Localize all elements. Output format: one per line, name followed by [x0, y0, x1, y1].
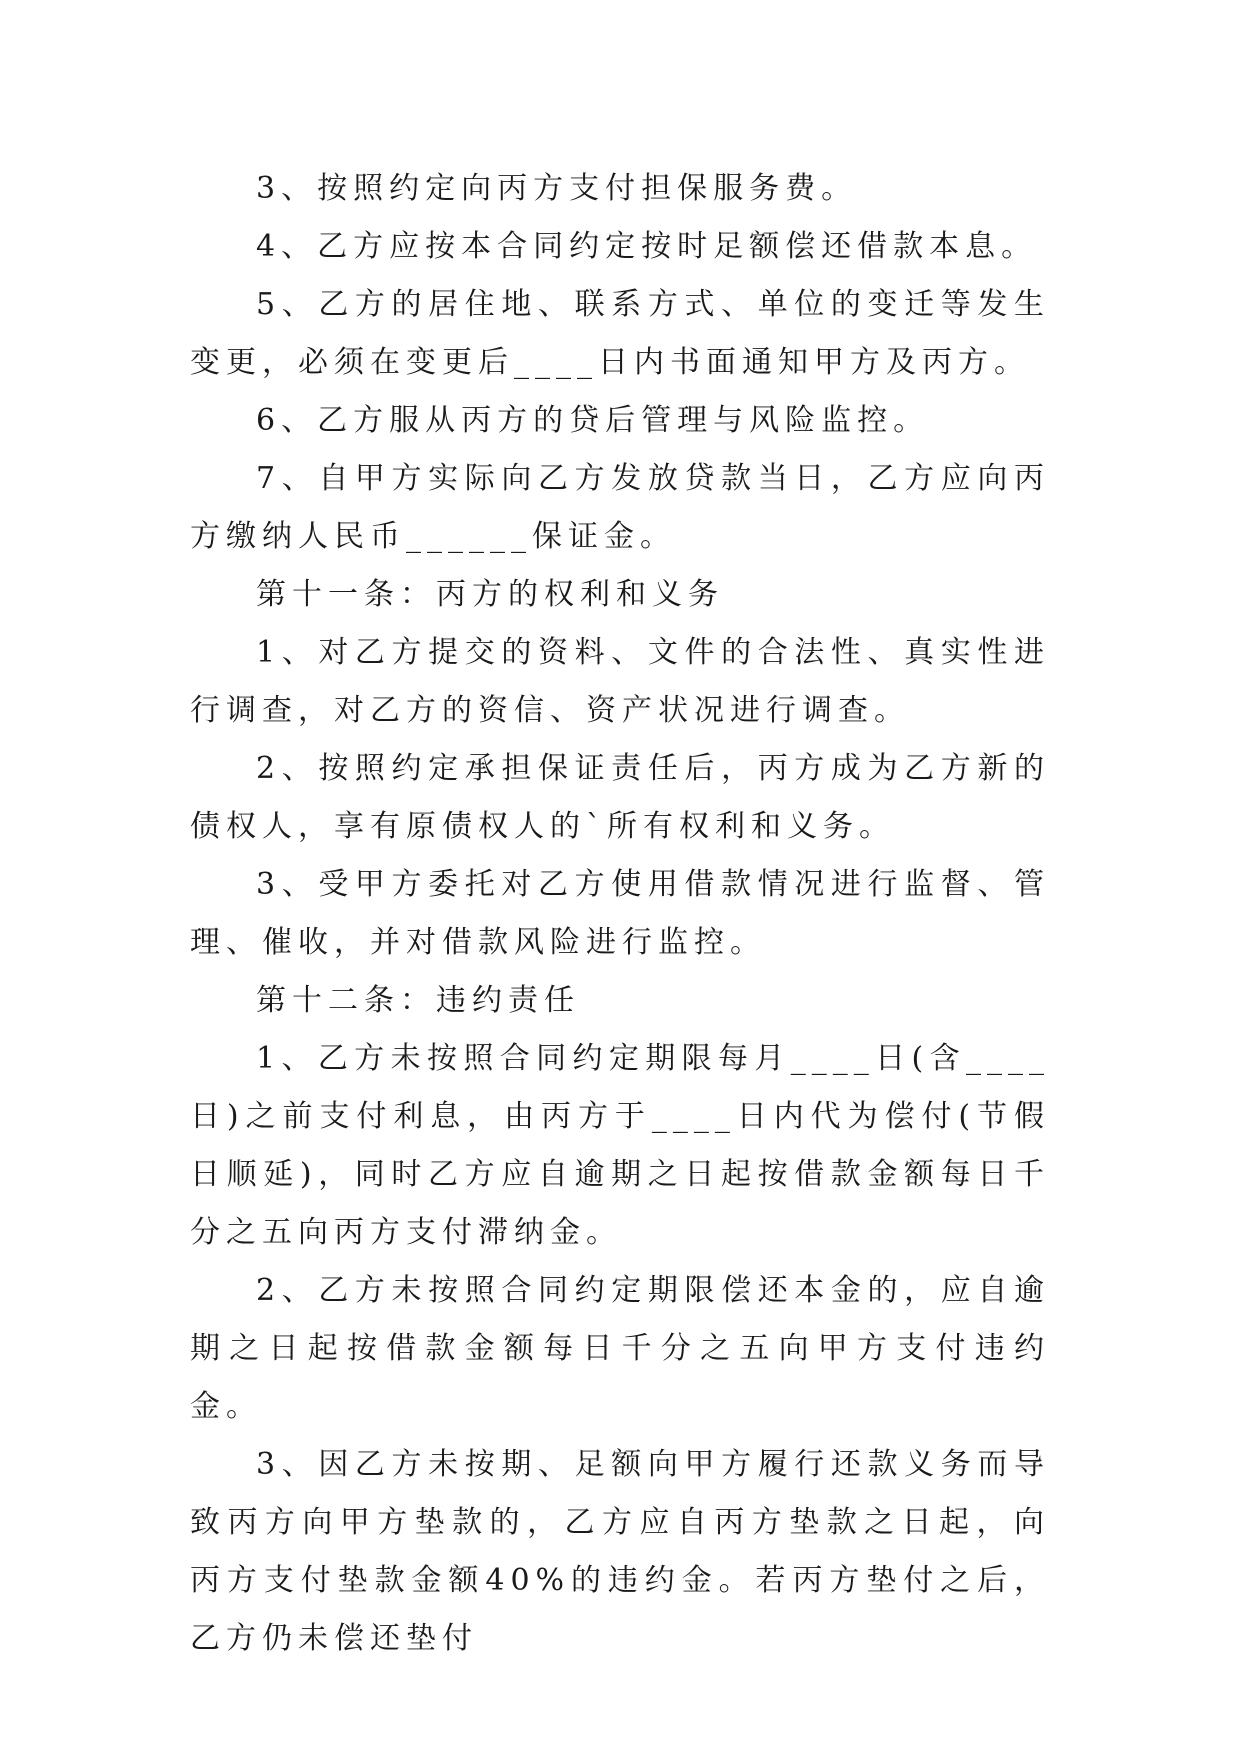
paragraph: 3、受甲方委托对乙方使用借款情况进行监督、管理、催收，并对借款风险进行监控。: [190, 867, 1050, 960]
section-heading: 第十二条：违约责任: [256, 983, 580, 1018]
paragraph: 2、按照约定承担保证责任后，丙方成为乙方新的债权人，享有原债权人的`所有权利和义务。: [190, 751, 1050, 844]
document-body: [190, 160, 1050, 1668]
paragraph: 2、乙方未按照合同约定期限偿还本金的，应自逾期之日起按借款金额每日千分之五向甲方支付违约金。: [190, 1273, 1050, 1424]
paragraph: 6、乙方服从丙方的贷后管理与风险监控。: [256, 403, 930, 438]
section-heading: 第十一条：丙方的权利和义务: [256, 577, 724, 612]
paragraph: 1、对乙方提交的资料、文件的合法性、真实性进行调查，对乙方的资信、资产状况进行调查。: [190, 635, 1050, 728]
paragraph: 3、按照约定向丙方支付担保服务费。: [256, 171, 858, 206]
paragraph: 4、乙方应按本合同约定按时足额偿还借款本息。: [256, 229, 1038, 264]
paragraph: 5、乙方的居住地、联系方式、单位的变迁等发生变更，必须在变更后____日内书面通知甲方及丙方。: [190, 287, 1050, 380]
paragraph: 7、自甲方实际向乙方发放贷款当日，乙方应向丙方缴纳人民币______保证金。: [190, 461, 1050, 554]
paragraph: 3、因乙方未按期、足额向甲方履行还款义务而导致丙方向甲方垫款的，乙方应自丙方垫款之日起，向丙方支付垫款金额40%的违约金。若丙方垫付之后，乙方仍未偿还垫付: [190, 1447, 1050, 1656]
paragraph: 1、乙方未按照合同约定期限每月____日(含____日)之前支付利息，由丙方于____日内代为偿付(节假日顺延)，同时乙方应自逾期之日起按借款金额每日千分之五向丙方支付滞纳金。: [190, 1041, 1050, 1250]
